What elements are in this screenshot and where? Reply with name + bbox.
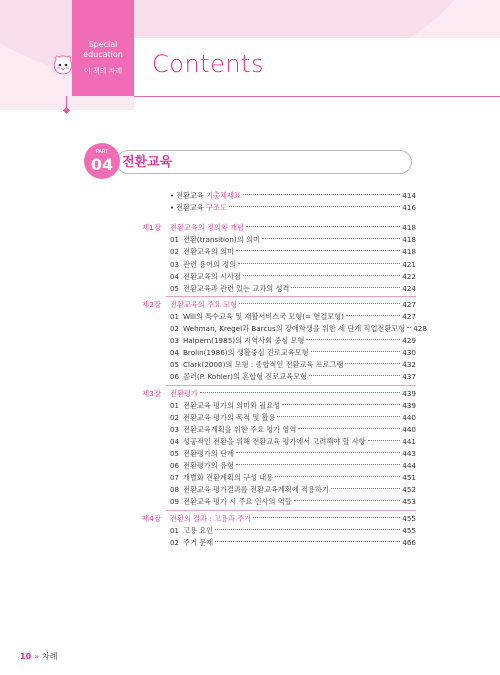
toc-entry[interactable] [0, 460, 500, 472]
entry-number: 05 [170, 450, 179, 458]
leader-dots [238, 263, 400, 264]
entry-title: 전환교육 평가결과를 전환교육계획에 적용하기 [183, 485, 329, 495]
entry-title: 전환교육계획을 위한 주요 평가 영역 [183, 424, 297, 434]
entry-title: 전환교육의 의미 [183, 247, 234, 257]
entry-page-number: 430 [402, 348, 416, 358]
entry-number: 04 [170, 349, 179, 358]
toc-entry[interactable] [0, 359, 500, 371]
leader-dots [239, 303, 400, 304]
tab-subtitle: 이 책의 차례 [83, 67, 123, 75]
entry-number: 01 [170, 526, 179, 535]
toc-entry[interactable] [0, 190, 500, 202]
entry-page-number: 466 [402, 537, 416, 547]
entry-title: 주거 문제 [183, 537, 214, 547]
toc-entry[interactable] [0, 400, 500, 412]
entry-number: 03 [170, 260, 179, 269]
toc-entry[interactable] [0, 448, 500, 460]
footer-section: 차례 [42, 652, 58, 661]
toc-entry[interactable] [0, 323, 500, 335]
chapter-label: 제2장 [142, 299, 161, 309]
leader-dots [311, 351, 400, 352]
footer-page-number: 10 [20, 652, 32, 661]
entry-title: 전환교육의 정의와 개념 [170, 223, 245, 233]
toc-entry[interactable] [0, 335, 500, 347]
part-number: 04 [90, 155, 114, 174]
bullet-icon: • [170, 192, 175, 200]
entry-number: 06 [170, 373, 179, 382]
tab-title-line2: education [83, 50, 123, 59]
toc-chapter[interactable] [0, 513, 500, 525]
entry-page-number: 427 [402, 299, 416, 309]
entry-title: 전환교육 평가 시 주요 인사의 역할 [183, 497, 292, 507]
part-label: PART [95, 149, 109, 155]
entry-number: 01 [170, 236, 179, 245]
leader-dots [291, 287, 400, 288]
entry-title: 전환평가 [170, 388, 198, 398]
leader-dots [246, 226, 400, 227]
entry-title: 전환교육 기출체제표 [176, 191, 241, 200]
leader-dots [277, 416, 400, 417]
entry-number: 09 [170, 498, 179, 507]
entry-page-number: 418 [402, 223, 416, 233]
entry-page-number: 452 [402, 485, 416, 495]
entry-page-number: 432 [402, 360, 416, 370]
footer-arrow-icon: » [34, 652, 40, 661]
entry-page-number: 414 [402, 191, 416, 200]
entry-title: 전환교육 평가의 의미와 필요성 [183, 400, 281, 410]
entry-page-number: 429 [402, 336, 416, 346]
entry-number: 02 [170, 248, 179, 257]
entry-title: 개별화 전환계획의 구성 내용 [183, 473, 274, 483]
page-title: Contents [152, 50, 264, 78]
toc-entry[interactable] [0, 234, 500, 246]
toc-entry[interactable] [0, 537, 500, 549]
entry-number: 04 [170, 437, 179, 446]
toc-entry[interactable] [0, 202, 500, 214]
entry-page-number: 439 [402, 388, 416, 398]
chapter-label: 제1장 [142, 223, 161, 233]
entry-number: 02 [170, 325, 179, 333]
entry-number: 05 [170, 361, 179, 370]
page-footer [20, 651, 58, 662]
chapter-separator [166, 385, 416, 386]
entry-page-number: 455 [402, 525, 416, 535]
toc-entry[interactable] [0, 436, 500, 448]
toc-entry[interactable] [0, 283, 500, 295]
leader-dots [309, 375, 400, 376]
leader-dots [243, 275, 400, 276]
leader-dots [298, 428, 400, 429]
toc-entry[interactable] [0, 271, 500, 283]
entry-title: 전환교육 평가의 목적 및 활용 [183, 412, 276, 422]
leader-dots [345, 363, 400, 364]
chapter-label: 제3장 [142, 388, 161, 398]
leader-dots [262, 238, 400, 239]
toc-entry[interactable] [0, 371, 500, 383]
toc-entry[interactable] [0, 484, 500, 496]
toc-entry[interactable] [0, 347, 500, 359]
leader-dots [253, 517, 400, 518]
entry-number: 08 [170, 486, 179, 495]
entry-title: 전환교육 구조도 [176, 203, 227, 213]
entry-page-number: 424 [402, 283, 416, 293]
entry-title: Halpern(1985)의 지역사회 중심 모형 [183, 336, 305, 346]
entry-page-number: 453 [402, 497, 416, 507]
leader-dots [407, 327, 411, 328]
entry-title: 전환의 결과 : 고용과 주거 [170, 513, 251, 523]
chapter-label: 제4장 [142, 513, 161, 523]
bullet-icon: • [170, 204, 175, 213]
entry-title: 전환평가의 유형 [183, 461, 234, 471]
toc-entry[interactable] [0, 424, 500, 436]
leader-dots [306, 339, 400, 340]
leader-dots [236, 250, 400, 251]
leader-dots [200, 392, 400, 393]
entry-page-number: 441 [402, 436, 416, 446]
leader-dots [368, 440, 400, 441]
leader-dots [275, 476, 400, 477]
toc-entry[interactable] [0, 412, 500, 424]
entry-number: 04 [170, 272, 179, 281]
leader-dots [236, 464, 400, 465]
tab-title-line1: Special [88, 40, 118, 49]
toc-chapter[interactable] [0, 388, 500, 400]
leader-dots [346, 315, 400, 316]
entry-page-number: 444 [402, 461, 416, 471]
entry-page-number: 451 [402, 473, 416, 483]
entry-number: 02 [170, 413, 179, 422]
entry-page-number: 422 [402, 271, 416, 281]
entry-number: 05 [170, 284, 179, 293]
entry-title: Wehman, Kregel과 Barcus의 장애학생을 위한 세 단계 직업전환모형 [183, 324, 406, 333]
toc-entry[interactable] [0, 525, 500, 537]
toc-chapter[interactable] [0, 299, 500, 311]
chapter-separator [166, 510, 416, 511]
entry-page-number: 416 [402, 203, 416, 213]
entry-title: 전환평가의 단계 [183, 449, 234, 458]
chapter-separator [166, 296, 416, 297]
entry-number: 02 [170, 538, 179, 547]
entry-number: 06 [170, 462, 179, 471]
toc-entry[interactable] [0, 246, 500, 258]
entry-page-number: 418 [402, 247, 416, 257]
leader-dots [331, 488, 400, 489]
entry-title: 관련 용어의 정의 [183, 259, 237, 269]
entry-number: 01 [170, 401, 179, 410]
leader-dots [236, 452, 400, 453]
entry-title: Will의 특수교육 및 재활서비스국 모형(= 연결모형) [183, 311, 344, 321]
entry-title: Clark(2000)의 모형 : 종합적인 전환교육 프로그램 [183, 360, 344, 370]
toc-chapter[interactable] [0, 222, 500, 234]
entry-number: 07 [170, 474, 179, 483]
entry-title: 전환교육의 시사점 [183, 271, 241, 281]
entry-title: 고용 요인 [183, 525, 214, 535]
part-title: 전환교육 [122, 155, 173, 170]
leader-dots [282, 404, 400, 405]
entry-page-number: 421 [402, 259, 416, 269]
entry-title: 콜러(P. Kohler)의 혼합형 진로교육모형 [183, 372, 307, 382]
entry-number: 03 [170, 425, 179, 434]
leader-dots [215, 529, 400, 530]
entry-title: 전환교육과 관련 있는 교과의 성격 [183, 283, 290, 293]
entry-number: 03 [170, 337, 179, 346]
entry-page-number: 437 [402, 372, 416, 382]
entry-number: 01 [170, 312, 179, 321]
leader-dots [243, 194, 400, 195]
entry-title: 전환(transition)의 의미 [183, 235, 260, 245]
toc-entry[interactable] [0, 496, 500, 508]
entry-title: Brolin(1986)의 생활중심 진로교육모형 [183, 348, 309, 358]
toc-entry[interactable] [0, 311, 500, 323]
toc-entry[interactable] [0, 259, 500, 271]
entry-title: 전환교육의 주요 모형 [170, 299, 238, 309]
entry-page-number: 443 [402, 449, 416, 458]
entry-page-number: 439 [402, 400, 416, 410]
leader-dots [294, 500, 400, 501]
entry-page-number: 455 [402, 513, 416, 523]
entry-page-number: 440 [402, 412, 416, 422]
entry-page-number: 427 [402, 311, 416, 321]
leader-dots [215, 541, 400, 542]
leader-dots [229, 206, 400, 207]
toc-entry[interactable] [0, 472, 500, 484]
entry-page-number: 418 [402, 235, 416, 245]
entry-page-number: 440 [402, 424, 416, 434]
entry-page-number: 428 [413, 324, 427, 333]
entry-title: 성공적인 전환을 위해 전환교육 평가에서 고려해야 할 사항 [183, 436, 366, 446]
